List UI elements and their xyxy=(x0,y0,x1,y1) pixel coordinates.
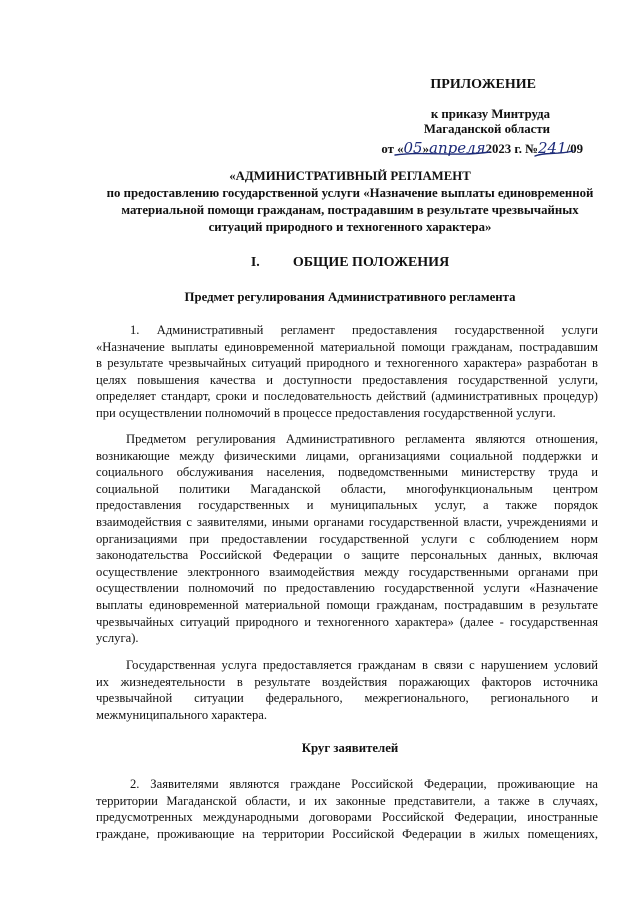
paragraph-line: социального обслуживания населения, подведомственными министерству труда и xyxy=(96,465,598,480)
paragraph-line: услуга). xyxy=(96,631,139,646)
paragraph-line: 2. Заявителями являются граждане Российской Федерации, проживающие на xyxy=(130,777,598,791)
paragraph-line: в результате чрезвычайных ситуаций природного и техногенного характера» разработан в xyxy=(96,356,598,371)
paragraph-line: граждане, проживающие на территории Российской Федерации в жилых помещениях, xyxy=(96,826,598,841)
handwritten-month: апреля xyxy=(429,139,486,157)
paragraph-line: Государственная услуга предоставляется гражданам в связи с нарушением условий xyxy=(126,658,598,672)
section-title: ОБЩИЕ ПОЛОЖЕНИЯ xyxy=(292,255,450,270)
reglament-subtitle-line-3: ситуаций природного и техногенного характера» xyxy=(208,220,492,234)
paragraph-line: предусмотренных международными договорами Российской Федерации, иностранные xyxy=(96,810,598,825)
section-number: I. xyxy=(250,255,260,270)
paragraph-line: социальной политики Магаданской области, многофункциональным центром xyxy=(96,481,598,496)
paragraph-line: взаимодействия с заявителями, иными органами государственной власти, учреждениями и xyxy=(96,514,598,529)
paragraph-line: Предметом регулирования Административного регламента являются отношения, xyxy=(126,432,598,446)
paragraph-line: определяет стандарт, сроки и последовательность действий (административных процедур) xyxy=(96,389,598,404)
handwritten-day: 05 xyxy=(403,139,423,157)
section-heading xyxy=(100,255,600,271)
paragraph-line: осуществление электронного взаимодействия между государственными органами при xyxy=(96,564,598,579)
paragraph-line: «Назначение выплаты единовременной материальной помощи гражданам, пострадавшим xyxy=(96,339,598,354)
paragraph-line: чрезвычайных ситуаций природного и техногенного характера» (далее - государственная xyxy=(96,614,598,629)
paragraph-line: организациями при предоставлении государственной услуги с соблюдением норм xyxy=(96,531,598,546)
paragraph-line: предоставления государственных и муниципальных услуг, а также порядок xyxy=(96,498,598,513)
appendix-title: ПРИЛОЖЕНИЕ xyxy=(430,77,536,92)
paragraph-line: чрезвычайной ситуации федерального, межрегионального, регионального и xyxy=(96,691,598,706)
paragraph-3 xyxy=(96,657,598,723)
appendix-region-line: Магаданской области xyxy=(423,122,550,136)
subheading-subject: Предмет регулирования Административного регламента xyxy=(184,290,516,304)
reglament-title: «АДМИНИСТРАТИВНЫЙ РЕГЛАМЕНТ xyxy=(229,169,471,183)
date-mid: » xyxy=(422,142,429,156)
paragraph-line: территории Магаданской области, и их законные представители, а также в случаях, xyxy=(96,793,598,808)
handwriting-strokes xyxy=(385,137,585,161)
paragraph-4 xyxy=(96,776,598,842)
paragraph-1 xyxy=(96,322,598,422)
paragraph-line: при осуществлении полномочий в процессе предоставления государственной услуги. xyxy=(96,405,556,420)
paragraph-line: их жизнедеятельности в результате воздействия поражающих факторов источника xyxy=(96,674,598,689)
handwritten-underline-icon xyxy=(395,152,490,155)
reglament-subtitle-line-2: материальной помощи гражданам, пострадавшим в результате чрезвычайных xyxy=(121,203,579,217)
paragraph-line: осуществлении полномочий по предоставлению государственной услуги «Назначение xyxy=(96,581,598,596)
paragraph-line: возникающие между физическими лицами, организациями социальной поддержки и xyxy=(96,448,598,463)
paragraph-line: 1. Административный регламент предоставления государственной услуги xyxy=(130,323,598,337)
paragraph-line: межмуниципального характера. xyxy=(96,707,267,722)
subheading-applicants: Круг заявителей xyxy=(301,741,399,755)
number-suffix: /09 xyxy=(566,142,583,156)
reglament-subtitle-line-1: по предоставлению государственной услуги «Назначение выплаты единовременной xyxy=(106,186,594,200)
paragraph-line: целях повышения качества и доступности предоставления государственной услуги, xyxy=(96,372,598,387)
appendix-order-line: к приказу Минтруда xyxy=(430,107,550,121)
handwritten-number-underline-icon xyxy=(535,151,573,156)
paragraph-2 xyxy=(96,431,598,647)
date-year: 2023 г. № xyxy=(485,142,538,156)
paragraph-line: законодательства Российской Федерации о защите персональных данных, включая xyxy=(96,548,598,563)
handwritten-number: 241 xyxy=(538,139,567,157)
date-prefix: от « xyxy=(381,142,404,156)
paragraph-line: выплаты единовременной материальной помощи гражданам, пострадавшим в результате xyxy=(96,597,598,612)
